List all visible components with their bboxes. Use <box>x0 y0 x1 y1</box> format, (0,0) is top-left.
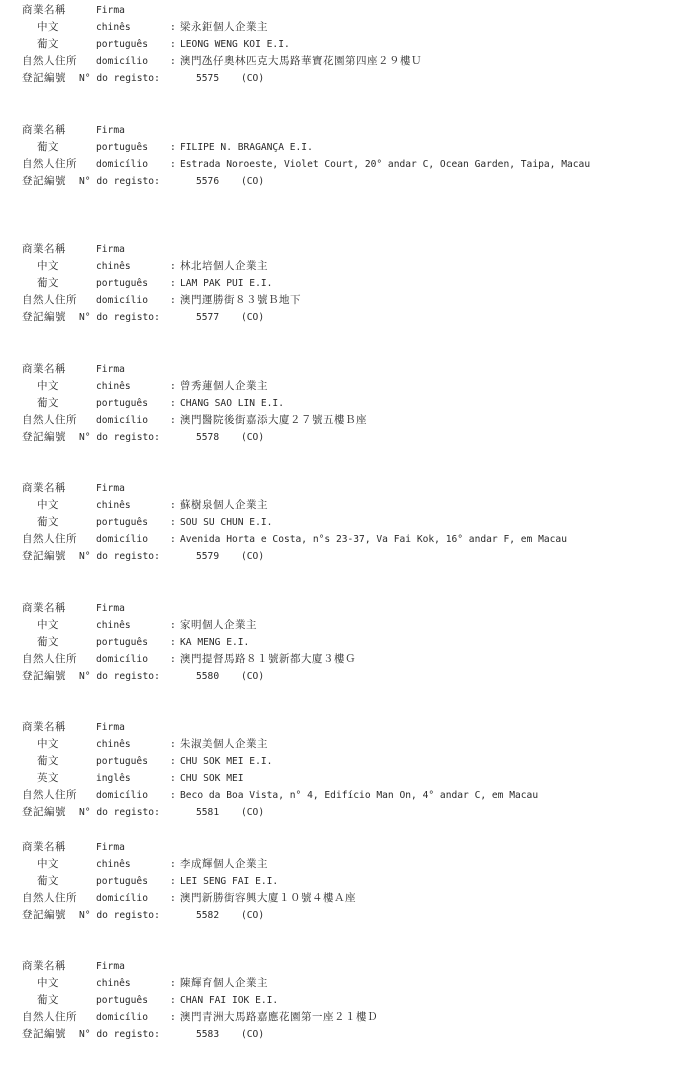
firma-row <box>22 958 692 975</box>
name-row <box>22 975 692 992</box>
name-row <box>22 736 692 753</box>
domicilio-value: 澳門醫院後街嘉添大廈２７號五樓Ｂ座 <box>180 413 367 426</box>
registry-entry <box>22 241 692 361</box>
colon-separator: : <box>170 756 176 767</box>
firm-name-field <box>170 975 268 992</box>
colon-separator: : <box>170 295 176 306</box>
registo-number: 5578 <box>196 431 220 443</box>
language-label-zh: 葡文 <box>37 277 59 289</box>
language-label-pt: português <box>96 636 148 648</box>
firm-name-field <box>170 753 272 770</box>
firm-name-value: LAM PAK PUI E.I. <box>180 278 273 289</box>
name-row <box>22 770 692 787</box>
colon-separator: : <box>170 636 176 648</box>
language-label-pt: inglês <box>96 773 131 784</box>
firm-name-field <box>170 275 272 292</box>
colon-separator: : <box>170 500 176 511</box>
name-row <box>22 992 692 1009</box>
colon-separator: : <box>170 414 176 426</box>
registo-suffix: (CO) <box>241 431 265 443</box>
firm-name-value: 蘇樹泉個人企業主 <box>180 499 268 511</box>
firm-name-field <box>170 617 257 634</box>
registo-row <box>22 907 692 924</box>
firma-label-pt: Firma <box>96 961 125 972</box>
firm-name-value: CHU SOK MEI <box>180 773 244 784</box>
name-row <box>22 873 692 890</box>
firma-label-pt: Firma <box>96 841 125 853</box>
language-label-pt: chinês <box>96 500 131 511</box>
registo-number: 5575 <box>196 73 220 84</box>
domicilio-row <box>22 651 692 668</box>
registo-row <box>22 804 692 821</box>
language-label-zh: 葡文 <box>37 38 59 50</box>
domicilio-row <box>22 292 692 309</box>
domicilio-row <box>22 1009 692 1026</box>
domicilio-label-pt: domicílio <box>96 892 148 904</box>
domicilio-row <box>22 890 692 907</box>
domicilio-label-zh: 自然人住所 <box>22 157 77 170</box>
firma-row <box>22 361 692 378</box>
firma-row <box>22 2 692 19</box>
name-row <box>22 258 692 275</box>
firma-label-zh: 商業名稱 <box>22 840 66 853</box>
colon-separator: : <box>170 39 176 50</box>
firm-name-value: CHU SOK MEI E.I. <box>180 756 273 767</box>
language-label-pt: chinês <box>96 261 131 272</box>
domicilio-row <box>22 53 692 70</box>
firma-label-pt: Firma <box>96 5 125 16</box>
domicilio-field <box>170 156 590 173</box>
colon-separator: : <box>170 995 176 1006</box>
domicilio-label-zh: 自然人住所 <box>22 789 77 801</box>
language-label-zh: 葡文 <box>37 396 59 409</box>
firma-label-pt: Firma <box>96 124 125 136</box>
firma-label-zh: 商業名稱 <box>22 721 66 733</box>
registo-row <box>22 1026 692 1043</box>
colon-separator: : <box>170 397 176 409</box>
colon-separator: : <box>170 619 176 631</box>
language-label-pt: português <box>96 756 148 767</box>
name-row <box>22 19 692 36</box>
firma-row <box>22 600 692 617</box>
domicilio-value: Beco da Boa Vista, n° 4, Edifício Man On, 4° andar C, em Macau <box>180 790 539 801</box>
registo-label-zh: 登記編號 <box>22 311 66 323</box>
registo-row <box>22 173 692 190</box>
language-label-zh: 葡文 <box>37 994 59 1006</box>
domicilio-field <box>170 651 356 668</box>
registo-suffix: (CO) <box>241 807 265 818</box>
firm-name-field <box>170 497 268 514</box>
colon-separator: : <box>170 790 176 801</box>
registo-number: 5579 <box>196 551 220 562</box>
firm-name-value: KA MENG E.I. <box>180 636 250 648</box>
firm-name-field <box>170 19 268 36</box>
colon-separator: : <box>170 858 176 870</box>
domicilio-field <box>170 890 356 907</box>
domicilio-row <box>22 412 692 429</box>
domicilio-label-zh: 自然人住所 <box>22 55 77 67</box>
language-label-pt: chinês <box>96 978 131 989</box>
language-label-zh: 中文 <box>37 738 59 750</box>
domicilio-label-pt: domicílio <box>96 653 148 665</box>
language-label-zh: 中文 <box>37 260 59 272</box>
firma-label-zh: 商業名稱 <box>22 123 66 136</box>
firm-name-field <box>170 856 268 873</box>
domicilio-field <box>170 1009 378 1026</box>
firma-row <box>22 122 692 139</box>
name-row <box>22 856 692 873</box>
name-row <box>22 634 692 651</box>
firm-name-field <box>170 514 272 531</box>
language-label-zh: 葡文 <box>37 635 59 648</box>
language-label-pt: português <box>96 278 148 289</box>
registo-label-zh: 登記編號 <box>22 908 66 921</box>
colon-separator: : <box>170 978 176 989</box>
colon-separator: : <box>170 739 176 750</box>
registo-label-pt: N° do registo: <box>79 175 160 187</box>
firm-name-field <box>170 139 313 156</box>
domicilio-label-zh: 自然人住所 <box>22 413 77 426</box>
firm-name-value: 梁永鉅個人企業主 <box>180 21 268 33</box>
firma-row <box>22 839 692 856</box>
firma-row <box>22 480 692 497</box>
domicilio-value: 澳門青洲大馬路嘉應花園第一座２１樓Ｄ <box>180 1011 378 1023</box>
language-label-zh: 葡文 <box>37 874 59 887</box>
language-label-pt: português <box>96 141 148 153</box>
registo-suffix: (CO) <box>241 670 265 682</box>
registo-row <box>22 668 692 685</box>
firm-name-value: SOU SU CHUN E.I. <box>180 517 273 528</box>
firma-label-zh: 商業名稱 <box>22 362 66 375</box>
firma-row <box>22 241 692 258</box>
firma-label-pt: Firma <box>96 722 125 733</box>
registo-label-pt: N° do registo: <box>79 807 160 818</box>
firm-name-value: 曾秀蓮個人企業主 <box>180 379 268 392</box>
firm-name-value: FILIPE N. BRAGANÇA E.I. <box>180 141 313 153</box>
language-label-pt: chinês <box>96 739 131 750</box>
colon-separator: : <box>170 773 176 784</box>
name-row <box>22 395 692 412</box>
language-label-zh: 中文 <box>37 379 59 392</box>
language-label-zh: 葡文 <box>37 755 59 767</box>
registry-entry <box>22 839 692 959</box>
registo-label-zh: 登記編號 <box>22 72 66 84</box>
registo-row <box>22 70 692 87</box>
registo-number: 5582 <box>196 909 220 921</box>
language-label-pt: chinês <box>96 858 131 870</box>
colon-separator: : <box>170 1012 176 1023</box>
name-row <box>22 617 692 634</box>
firm-name-value: CHAN FAI IOK E.I. <box>180 995 279 1006</box>
firma-label-pt: Firma <box>96 244 125 255</box>
firm-name-field <box>170 992 278 1009</box>
domicilio-value: Estrada Noroeste, Violet Court, 20° andar C, Ocean Garden, Taipa, Macau <box>180 158 591 170</box>
language-label-zh: 中文 <box>37 857 59 870</box>
firma-label-zh: 商業名稱 <box>22 243 66 255</box>
domicilio-field <box>170 531 567 548</box>
domicilio-value: 澳門運勝街８３號Ｂ地下 <box>180 294 301 306</box>
domicilio-value: 澳門新勝街容興大廈１０號４樓Ａ座 <box>180 891 356 904</box>
domicilio-field <box>170 53 422 70</box>
domicilio-field <box>170 787 538 804</box>
language-label-pt: português <box>96 517 148 528</box>
registo-label-pt: N° do registo: <box>79 312 160 323</box>
registry-entry <box>22 600 692 720</box>
language-label-zh: 葡文 <box>37 516 59 528</box>
registo-suffix: (CO) <box>241 1029 265 1040</box>
registo-label-zh: 登記編號 <box>22 430 66 443</box>
registo-suffix: (CO) <box>241 312 265 323</box>
registo-suffix: (CO) <box>241 73 265 84</box>
firm-name-field <box>170 36 290 53</box>
firm-name-field <box>170 634 249 651</box>
colon-separator: : <box>170 22 176 33</box>
registo-label-pt: N° do registo: <box>79 431 160 443</box>
domicilio-field <box>170 412 367 429</box>
language-label-zh: 中文 <box>37 977 59 989</box>
registo-number: 5577 <box>196 312 220 323</box>
registo-number: 5580 <box>196 670 220 682</box>
name-row <box>22 497 692 514</box>
domicilio-label-zh: 自然人住所 <box>22 294 77 306</box>
name-row <box>22 139 692 156</box>
language-label-pt: chinês <box>96 619 131 631</box>
colon-separator: : <box>170 56 176 67</box>
colon-separator: : <box>170 653 176 665</box>
language-label-pt: chinês <box>96 380 131 392</box>
firma-label-zh: 商業名稱 <box>22 4 66 16</box>
firma-label-zh: 商業名稱 <box>22 960 66 972</box>
registo-label-pt: N° do registo: <box>79 670 160 682</box>
firm-name-field <box>170 770 244 787</box>
registo-label-zh: 登記編號 <box>22 174 66 187</box>
registo-suffix: (CO) <box>241 551 265 562</box>
registo-label-pt: N° do registo: <box>79 1029 160 1040</box>
domicilio-label-zh: 自然人住所 <box>22 891 77 904</box>
registry-entry <box>22 122 692 242</box>
domicilio-label-zh: 自然人住所 <box>22 533 77 545</box>
registo-number: 5583 <box>196 1029 220 1040</box>
firm-name-field <box>170 395 284 412</box>
firm-name-field <box>170 873 278 890</box>
firm-name-value: 陳輝育個人企業主 <box>180 977 268 989</box>
language-label-zh: 英文 <box>37 772 59 784</box>
registo-suffix: (CO) <box>241 175 265 187</box>
firma-label-zh: 商業名稱 <box>22 601 66 614</box>
colon-separator: : <box>170 261 176 272</box>
domicilio-row <box>22 531 692 548</box>
registo-row <box>22 429 692 446</box>
language-label-zh: 葡文 <box>37 140 59 153</box>
colon-separator: : <box>170 534 176 545</box>
registo-label-pt: N° do registo: <box>79 909 160 921</box>
registo-number: 5576 <box>196 175 220 187</box>
firm-name-value: 林北培個人企業主 <box>180 260 268 272</box>
name-row <box>22 514 692 531</box>
registo-label-pt: N° do registo: <box>79 551 160 562</box>
firma-label-pt: Firma <box>96 483 125 494</box>
firm-name-value: LEONG WENG KOI E.I. <box>180 39 290 50</box>
language-label-zh: 中文 <box>37 618 59 631</box>
registo-label-zh: 登記編號 <box>22 806 66 818</box>
domicilio-row <box>22 156 692 173</box>
domicilio-field <box>170 292 301 309</box>
domicilio-label-pt: domicílio <box>96 56 148 67</box>
name-row <box>22 275 692 292</box>
language-label-pt: português <box>96 875 148 887</box>
colon-separator: : <box>170 875 176 887</box>
firma-label-pt: Firma <box>96 363 125 375</box>
registo-number: 5581 <box>196 807 220 818</box>
firm-name-value: 家明個人企業主 <box>180 618 257 631</box>
registry-entry <box>22 480 692 600</box>
firm-name-field <box>170 258 268 275</box>
language-label-pt: português <box>96 995 148 1006</box>
domicilio-label-pt: domicílio <box>96 158 148 170</box>
registo-label-pt: N° do registo: <box>79 73 160 84</box>
colon-separator: : <box>170 892 176 904</box>
colon-separator: : <box>170 380 176 392</box>
name-row <box>22 378 692 395</box>
firma-row <box>22 719 692 736</box>
firm-name-value: 朱淑美個人企業主 <box>180 738 268 750</box>
name-row <box>22 36 692 53</box>
registry-entry <box>22 361 692 481</box>
registo-row <box>22 548 692 565</box>
registo-suffix: (CO) <box>241 909 265 921</box>
domicilio-row <box>22 787 692 804</box>
registo-label-zh: 登記編號 <box>22 1028 66 1040</box>
language-label-pt: português <box>96 397 148 409</box>
registry-listing <box>22 2 692 1078</box>
domicilio-label-pt: domicílio <box>96 414 148 426</box>
colon-separator: : <box>170 517 176 528</box>
registry-entry <box>22 719 692 839</box>
registo-label-zh: 登記編號 <box>22 669 66 682</box>
language-label-pt: chinês <box>96 22 131 33</box>
name-row <box>22 753 692 770</box>
domicilio-label-pt: domicílio <box>96 295 148 306</box>
registo-row <box>22 309 692 326</box>
language-label-zh: 中文 <box>37 21 59 33</box>
language-label-zh: 中文 <box>37 499 59 511</box>
registry-entry <box>22 2 692 122</box>
domicilio-label-pt: domicílio <box>96 1012 148 1023</box>
firm-name-value: 李成輝個人企業主 <box>180 857 268 870</box>
domicilio-value: Avenida Horta e Costa, n°s 23-37, Va Fai Kok, 16° andar F, em Macau <box>180 534 567 545</box>
domicilio-label-pt: domicílio <box>96 534 148 545</box>
domicilio-label-zh: 自然人住所 <box>22 652 77 665</box>
colon-separator: : <box>170 158 176 170</box>
colon-separator: : <box>170 141 176 153</box>
colon-separator: : <box>170 278 176 289</box>
domicilio-value: 澳門氹仔奧林匹克大馬路華寶花園第四座２９樓Ｕ <box>180 55 422 67</box>
domicilio-label-pt: domicílio <box>96 790 148 801</box>
firma-label-pt: Firma <box>96 602 125 614</box>
registo-label-zh: 登記編號 <box>22 550 66 562</box>
firm-name-value: LEI SENG FAI E.I. <box>180 875 279 887</box>
firma-label-zh: 商業名稱 <box>22 482 66 494</box>
firm-name-field <box>170 378 268 395</box>
firm-name-value: CHANG SAO LIN E.I. <box>180 397 284 409</box>
domicilio-label-zh: 自然人住所 <box>22 1011 77 1023</box>
language-label-pt: português <box>96 39 148 50</box>
domicilio-value: 澳門提督馬路８１號新都大廈３樓Ｇ <box>180 652 356 665</box>
firm-name-field <box>170 736 268 753</box>
